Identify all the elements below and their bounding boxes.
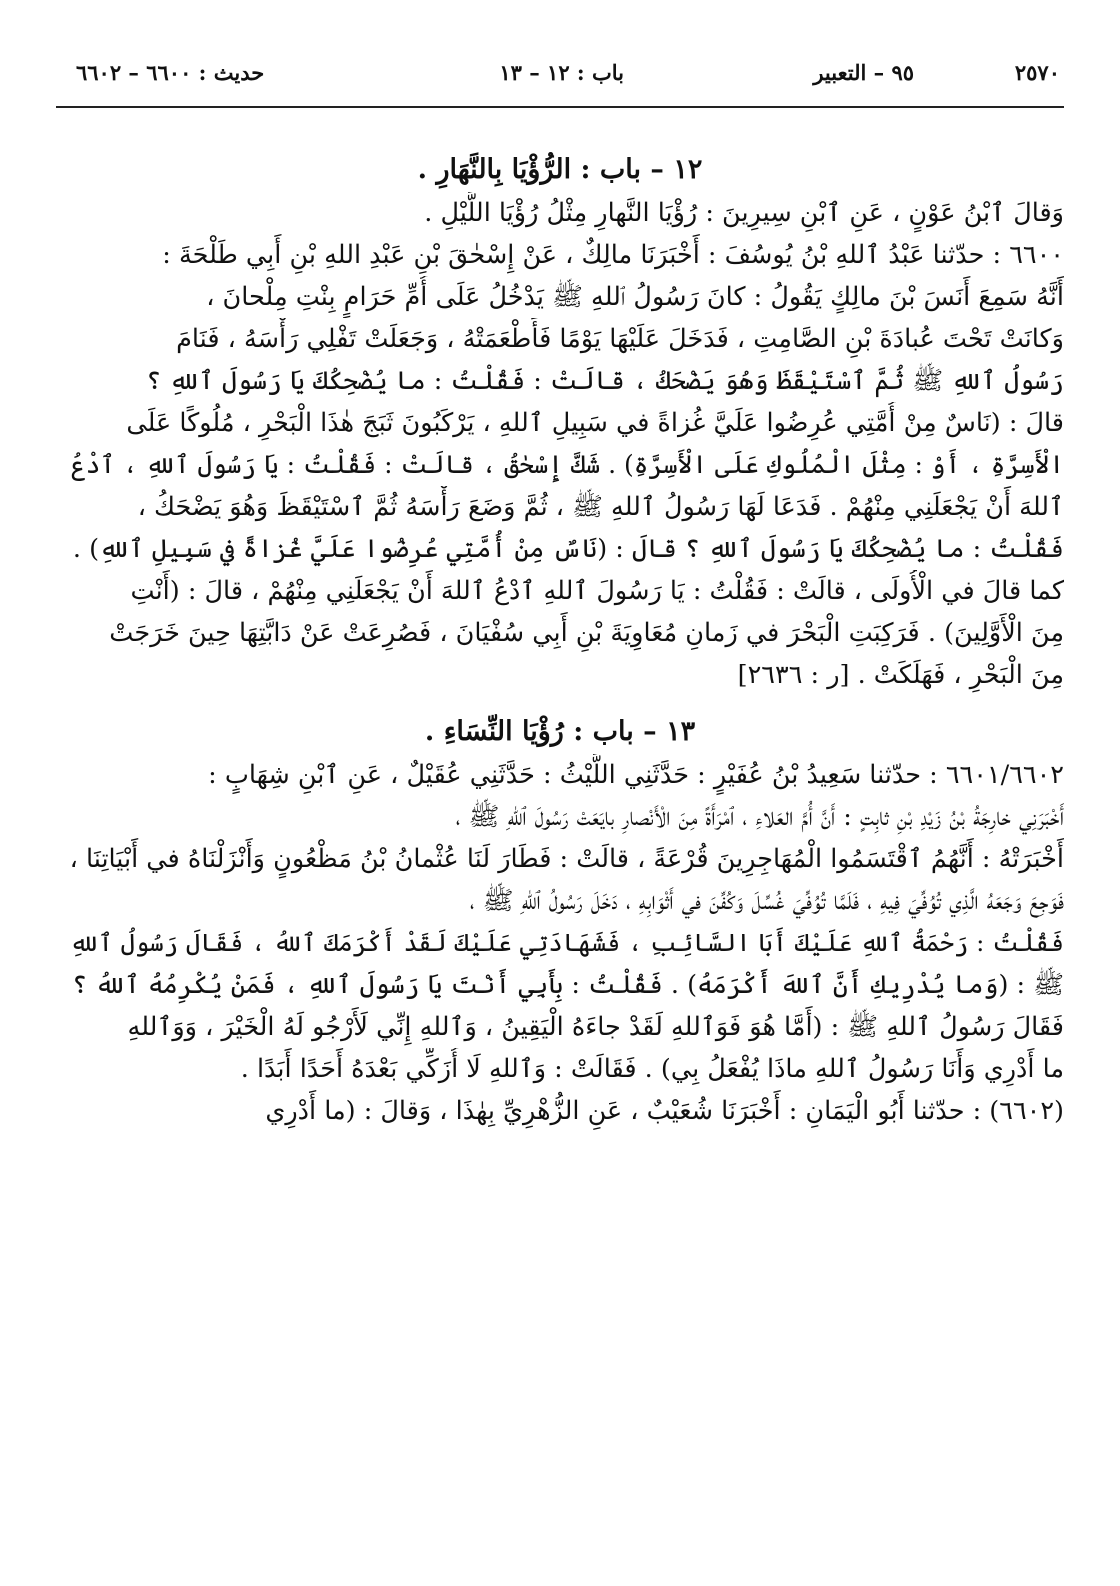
text-line: أَنَّهُ سَمِعَ أَنَسَ بْنَ مالِكٍ يَقُولُ : كانَ رَسُولُ ٱللهِ ﷺ يَدْخُلُ عَلَى أُمِّ حَرَامٍ بِنْتِ مِلْحانَ ،: [206, 282, 1064, 312]
text-line: وَكانَتْ تَحْتَ عُبادَةَ بْنِ الصَّامِتِ ، فَدَخَلَ عَلَيْهَا يَوْمًا فَأَطْعَمَتْهُ ، وَجَعَلَتْ تَفْلِي رَأْسَهُ ، فَنَامَ: [176, 324, 1064, 354]
text-line: كما قالَ في الْأُولَى ، قالَتْ : فَقُلْتُ : يَا رَسُولَ ٱللهِ ٱدْعُ ٱللهَ أَنْ يَجْعَلَنِي مِنْهُمْ ، قالَ : (أَنْتِ: [130, 576, 1064, 606]
text-line: ما أَدْرِي وَأَنَا رَسُولُ ٱللهِ ماذَا يُفْعَلُ بِي) . فَقَالَتْ : وَٱللهِ لَا أُزَكِّي بَعْدَهُ أَحَدًا أَبَدًا .: [240, 1054, 1064, 1084]
chapter-13-text: [56, 754, 1064, 1132]
text-line: الْأَسِرَّةِ ، أَوْ : مِثْلَ الْمُلُوكِ عَلَى الْأَسِرَّةِ) . شَكَّ إِسْحٰقُ ، قالَتْ : فَقُلْتُ : يَا رَسُولَ ٱللهِ ، ٱدْعُ: [71, 450, 1064, 479]
text-line: رَسُولُ ٱللهِ ﷺ ثُمَّ ٱسْتَيْقَظَ وَهُوَ يَضْحَكُ ، قالَتْ : فَقُلْتُ : ما يُضْحِكُكَ يَا رَسُولَ ٱللهِ ؟: [146, 366, 1064, 396]
text-line: فَقُلْتُ : ما يُضْحِكُكَ يَا رَسُولَ ٱللهِ ؟ قالَ : (نَاسٌ مِنْ أُمَّتِي عُرِضُوا عَلَيَّ غُزاةً في سَبِيلِ ٱللهِ) .: [72, 534, 1064, 564]
text-line: أَخْبَرَنِي خارِجَةُ بْنُ زَيْدِ بْنِ ثابِتٍ : أَنَّ أُمَّ العَلاءِ ، ٱمْرَأَةً مِنَ الْأَنْصارِ بايَعَتْ رَسُولَ ٱللهِ ﷺ ،: [455, 802, 1064, 832]
text-line: أَخْبَرَتْهُ : أَنَّهُمُ ٱقْتَسَمُوا الْمُهَاجِرِينَ قُرْعَةً ، قالَتْ : فَطَارَ لَنَا عُثْمانُ بْنُ مَظْعُونٍ وَأَنْزَلْنَاهُ في أَبْيَاتِنَا ،: [69, 844, 1064, 874]
chapter-13-heading: ١٣ – باب : رُؤْيَا النِّسَاءِ .: [424, 716, 696, 747]
page-number: ٢٥٧٠: [1014, 60, 1060, 85]
header-divider: [56, 106, 1064, 108]
running-header: [56, 54, 1064, 94]
text-line: (٦٦٠٢) : حدّثنا أَبُو الْيَمَانِ : أَخْبَرَنَا شُعَيْبٌ ، عَنِ الزُّهْرِيِّ بِهٰذَا ، وَقالَ : (ما أَدْرِي: [265, 1096, 1064, 1126]
book-page: [56, 0, 1064, 1586]
chapter-12-heading: ١٢ – باب : الرُّؤْيَا بِالنَّهَارِ .: [417, 154, 703, 185]
text-line: فَوَجِعَ وَجَعَهُ الَّذِي تُوُفِّيَ فِيهِ ، فَلَمَّا تُوُفِّيَ غُسِّلَ وَكُفِّنَ في أَثْوَابِهِ ، دَخَلَ رَسُولُ ٱللهِ ﷺ ،: [469, 886, 1064, 916]
text-line: فَقَالَ رَسُولُ ٱللهِ ﷺ : (أَمَّا هُوَ فَوَٱللهِ لَقَدْ جاءَهُ الْيَقِينُ ، وَٱللهِ إِنِّي لَأَرْجُو لَهُ الْخَيْرَ ، وَوَٱللهِ: [127, 1012, 1064, 1042]
text-line: وَقالَ ٱبْنُ عَوْنٍ ، عَنِ ٱبْنِ سِيرِينَ : رُؤْيَا النَّهارِ مِثْلُ رُؤْيَا اللَّيْلِ .: [424, 198, 1064, 228]
page-body: [56, 148, 1064, 1556]
text-line: مِنَ الْبَحْرِ ، فَهَلَكَتْ . [ر : ٢٦٣٦]: [737, 660, 1064, 690]
chapter-range: باب : ١٢ – ١٣: [499, 60, 624, 85]
text-line: ٦٦٠٠ : حدّثنا عَبْدُ ٱللهِ بْنُ يُوسُفَ : أَخْبَرَنَا مالِكٌ ، عَنْ إِسْحٰقَ بْنِ عَبْدِ اللهِ بْنِ أَبِي طَلْحَةَ :: [162, 240, 1064, 270]
chapter-12-text: [56, 192, 1064, 696]
text-line: فَقُلْتُ : رَحْمَةُ ٱللهِ عَلَيْكَ أَبَا السَّائِبِ ، فَشَهَادَتِي عَلَيْكَ لَقَدْ أَكْرَمَكَ ٱللهُ ، فَقَالَ رَسُولُ ٱللهِ: [69, 928, 1064, 957]
text-line: قالَ : (نَاسٌ مِنْ أُمَّتِي عُرِضُوا عَلَيَّ غُزاةً في سَبِيلِ ٱللهِ ، يَرْكَبُونَ ثَبَجَ هٰذَا الْبَحْرِ ، مُلُوكًا عَلَى: [126, 408, 1064, 438]
hadith-range: حديث : ٦٦٠٠ – ٦٦٠٢: [76, 60, 265, 85]
book-title: ٩٥ – التعبير: [813, 60, 914, 85]
text-line: ٦٦٠١/٦٦٠٢ : حدّثنا سَعِيدُ بْنُ عُفَيْرٍ : حَدَّثَنِي اللَّيْثُ : حَدَّثَنِي عُقَيْلٌ ، عَنِ ٱبْنِ شِهَابٍ :: [208, 760, 1064, 790]
text-line: مِنَ الْأَوَّلِينَ) . فَرَكِبَتِ الْبَحْرَ في زَمانِ مُعَاوِيَةَ بْنِ أَبِي سُفْيَانَ ، فَصُرِعَتْ عَنْ دَابَّتِهَا حِينَ خَرَجَتْ: [109, 618, 1064, 648]
text-line: ﷺ : (وَما يُدْرِيكِ أَنَّ ٱللهَ أَكْرَمَهُ) . فَقُلْتُ : بِأَبِي أَنْتَ يَا رَسُولَ ٱللهِ ، فَمَنْ يُكْرِمُهُ ٱللهُ ؟: [71, 970, 1064, 1000]
text-line: ٱللهَ أَنْ يَجْعَلَنِي مِنْهُمْ . فَدَعَا لَهَا رَسُولُ ٱللهِ ﷺ ، ثُمَّ وَضَعَ رَأْسَهُ ثُمَّ ٱسْتَيْقَظَ وَهُوَ يَضْحَكُ ،: [137, 492, 1064, 522]
